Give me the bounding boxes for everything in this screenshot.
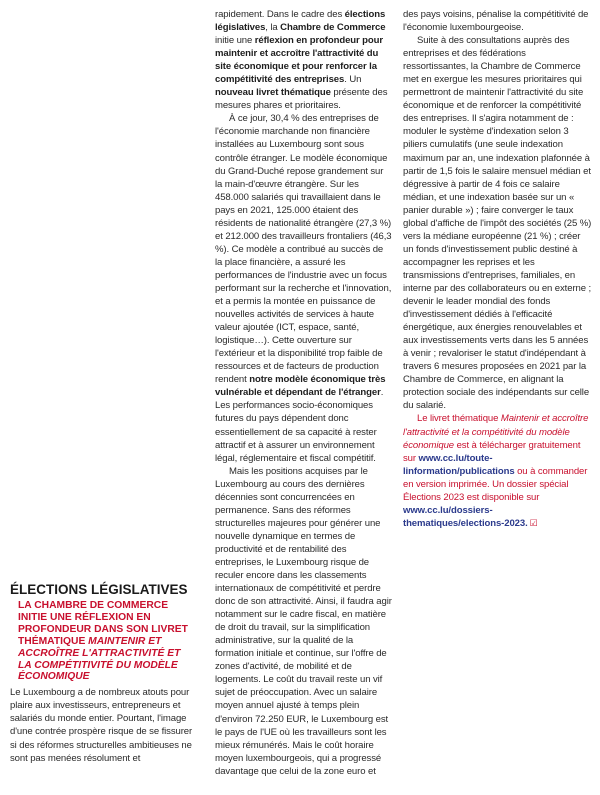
publications-link[interactable]: www.cc.lu/toute-linformation/publications xyxy=(403,452,515,477)
paragraph-2: À ce jour, 30,4 % des entreprises de l'économie marchande non financière installées au Luxembourg sont sous contrôle étranger. Le modèle économique du Grand-Duché repose grandement sur la main-d'œuvre étrangère. Sur les 458.000 salariés qui travaillaient dans le pays en 2021, 125.000 étaient des résidents de nationalité étrangère (27,3 %) et 212.000 des travailleurs frontaliers (46,3 %). Ce modèle a contribué au succès de la place financière, a assuré les performances de l'industrie avec un focus performant sur la recherche et l'innovation, et a permis la montée en puissance de nouvelles activités de services à haute valeur ajoutée (ICT, espace, santé, logistique…). Cette ouverture sur l'extérieur et la disponibilité trop faible de ressources et de facteurs de production rendent notre modèle économique très vulnérable et dépendant de l'étranger. Les performances socio-économiques futures du pays dépendent donc essentiellement de sa capacité à rester attractif et à assurer un environnement légal, réglementaire et fiscal compétitif. xyxy=(215,113,392,464)
download-info: Le livret thématique Maintenir et accroître l'attractivité et la compétitivité du modèle économique est à télécharger gratuitement sur www.cc.lu/toute-linformation/publications ou à commander en version imprimée. Un dossier spécial Élections 2023 est disponible sur www.cc.lu/dossiers-thematiques/elections-2023. ☑ xyxy=(403,413,589,529)
end-mark-icon: ☑ xyxy=(529,517,538,528)
sidebar-box xyxy=(10,582,194,765)
section-subheading xyxy=(18,600,194,683)
paragraph-1: rapidement. Dans le cadre des élections législatives, la Chambre de Commerce initie une réflexion en profondeur pour maintenir et accroître l'attractivité du site économique et pour renforcer la compétitivité des entreprises. Un nouveau livret thématique présente des mesures phares et prioritaires. xyxy=(215,9,388,112)
article-column-3 xyxy=(403,8,593,530)
paragraph-3: Mais les positions acquises par le Luxembourg au cours des dernières décennies sont concurrencées en permanence. Sans des réformes structurelles majeures pour générer une nouvelle dynamique en termes de productivité et de rentabilité des entreprises, le Luxembourg risque de reculer encore dans les classements internationaux de compétitivité et perdre donc de son attractivité. Ainsi, il faudra agir notamment sur le cadre fiscal, en matière de droit du travail, sur la simplification administrative, sur la qualité de la formation initiale et continue, sur l'offre de zones d'activité, de mobilité et de logements. Le coût du travail reste un vif sujet de préoccupation. Avec un salaire moyen annuel ajusté à temps plein d'environ 72.250 EUR, le Luxembourg est le pays de l'UE où les travailleurs sont les mieux rémunérés. Mais le coût horaire moyen luxembourgeois, qui a progressé davantage que celui de la zone euro et xyxy=(215,465,392,777)
paragraph-5: Suite à des consultations auprès des entreprises et des fédérations ressortissantes, la Chambre de Commerce met en exergue les mesures prioritaires qui permettront de maintenir l'attractivité du site économique et de renforcer la compétitivité des entreprises. Il s'agira notamment de : moduler le système d'indexation selon 3 piliers cumulatifs (une seule indexation maximum par an, une indexation plafonnée à partir de 1,5 fois le salaire mensuel médian et dégressive à partir de 4 fois ce salaire médian, et une indexation basée sur un « panier durable ») ; faire converger le taux global d'affiche de l'impôt des sociétés (25 %) vers la médiane européenne (21 %) ; créer un fonds d'investissement public destiné à accompagner les reprises et les transmissions d'entreprises, familiales, en interne par des collaborateurs ou en externe ; devenir le leader mondial des fonds d'investissement dédiés à l'efficacité énergétique, aux énergies renouvelables et aux investissements verts dans les 5 années à venir ; revaloriser le statut d'indépendant à travers 6 mesures proposées en 2021 par la Chambre de Commerce, en alignant la protection sociale des indépendants sur celle du salarié. xyxy=(403,35,592,412)
section-heading: ÉLECTIONS LÉGISLATIVES xyxy=(10,582,188,597)
subheading-text: LA CHAMBRE DE COMMERCE INITIE UNE RÉFLEXION EN PROFONDEUR DANS SON LIVRET THÉMATIQUE xyxy=(18,600,188,647)
elections-dossier-link[interactable]: www.cc.lu/dossiers-thematiques/elections-2023 xyxy=(403,504,526,529)
article-column-2 xyxy=(215,8,392,778)
intro-paragraph: Le Luxembourg a de nombreux atouts pour plaire aux investisseurs, entrepreneurs et salariés du monde entier. Pourtant, l'image d'une contrée prospère risque de se fissurer si des réformes structurelles ambitieuses ne sont pas menées résolument et xyxy=(10,687,193,764)
paragraph-4: des pays voisins, pénalise la compétitivité de l'économie luxembourgeoise. xyxy=(403,9,589,34)
subheading-title-italic: MAINTENIR ET ACCROÎTRE L'ATTRACTIVITÉ ET LA COMPÉTITIVITÉ DU MODÈLE ÉCONOMIQUE xyxy=(18,635,181,683)
